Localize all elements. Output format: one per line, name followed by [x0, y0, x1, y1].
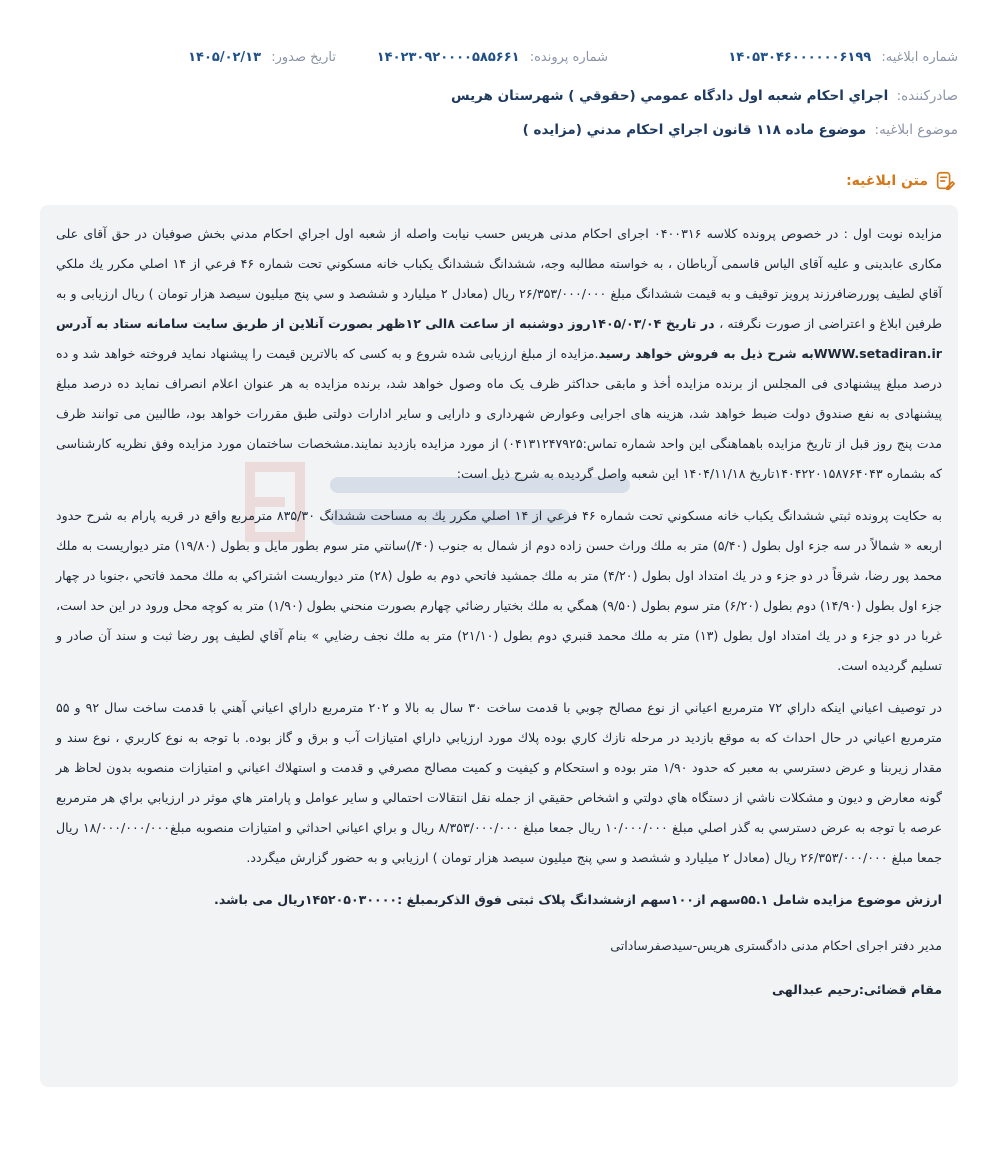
notice-paragraph-1 [56, 219, 942, 489]
subject-label: موضوع ابلاغیه: [874, 122, 958, 138]
issue-date-label: تاریخ صدور: [271, 50, 336, 65]
notice-number-label: شماره ابلاغیه: [881, 50, 958, 65]
paragraph-1-intro: مزايده نوبت اول : در خصوص پرونده كلاسه ۰۴۰۰۳۱۶ اجرای احکام مدنی هريس حسب نيابت واصله از شعبه اول اجراي احكام مدني بخش صوفيان در حق آقای علی مكاری عابدينی و عليه آقای الياس قاسمی آرباطان ، به خواسته مطالبه وجه، ششدانگ ششدانگ يكباب خانه مسكوني تحت شماره ۴۶ فرعي از ۱۴ اصلي مكرر يك ملكي آقاي لطيف پوررضافرزند پرويز توقيف و به قيمت ششدانگ مبلغ ۲۶/۳۵۳/۰۰۰/۰۰۰ ريال (معادل ۲ ميليارد و ششصد و سي پنج ميليون سيصد هزار تومان ) ريال ارزيابی و به طرفين ابلاغ و اعتراضی از صورت نگرفته ، [56, 226, 943, 331]
notice-paragraph-2: به حكايت پرونده ثبتي ششدانگ يكباب خانه مسكوني تحت شماره ۴۶ فرعي از ۱۴ اصلي مكرر يك به مساحت ششدانگ ۸۳۵/۳۰ مترمربع واقع در قريه پارام به شرح حدود اربعه « شمالاً در سه جزء اول بطول (۵/۴۰) متر به ملك وراث حسن زاده دوم از شمال به جنوب (۴۰/)سانتي متر سوم بطور مايل و بطول (۱۹/۸۰) متر ديواريست به ملك محمد پور رضا، شرقاً در دو جزء و در يك امتداد اول بطول (۴/۲۰) متر به ملك جمشيد فاتحي دوم به طول (۲۸) متر ديواريست اشتراكي به ملك محمد فاتحي ،جنوبا در چهار جزء اول بطول (۱۴/۹۰) دوم بطول (۶/۲۰) متر سوم بطول (۹/۵۰) همگي به ملك بختيار رضائي چهارم بصورت منحني بطول (۱/۹۰) متر به كوچه محل ورود در اين حد است، غربا در دو جزء و در يك امتداد اول بطول (۱۳) متر به ملك محمد قنبري دوم بطول (۲۱/۱۰) متر به ملك نجف رضايي » بنام آقاي لطيف پور رضا ثبت و سند آن صادر و تسليم گرديده است. [56, 508, 943, 673]
notice-meta-row [40, 50, 958, 74]
auction-date-highlight: در تاریخ ۱۴۰۵/۰۳/۰۴روز دوشنبه از ساعت ۸الی ۱۲ظهر بصورت آنلاین از طريق سايت سامانه ستاد به آدرس WWW.setadiran.irبه شرح ذيل به فروش خواهد رسيد [56, 316, 942, 361]
issuer-label: صادرکننده: [896, 88, 958, 104]
notice-text-title: متن ابلاغیه: [846, 173, 928, 189]
judicial-authority: مقام قضائی:رحيم عبدالهی [772, 982, 942, 997]
file-number-label: شماره پرونده: [529, 50, 608, 65]
notice-text-panel [40, 205, 958, 1087]
issue-date-value: ۱۴۰۵/۰۲/۱۳ [188, 50, 262, 65]
notice-number-value: ۱۴۰۵۳۰۴۶۰۰۰۰۰۰۶۱۹۹ [728, 50, 872, 65]
notice-number [728, 50, 958, 65]
notice-paragraph-3: در توصيف اعياني اينكه داراي ۷۲ مترمربع اعياني از نوع مصالح چوبي با قدمت ساخت ۳۰ سال به بالا و ۲۰۲ مترمربع داراي اعياني آهني با قدمت ساخت سال ۹۲ و ۵۵ مترمربع اعياني در حال احداث كه به موقع بازديد در مرحله نازك كاري بوده پلاك مورد ارزيابي داراي امتيازات آب و برق و گاز بوده. با توجه به نوع كاربري ، نوع سند و مقدار زيربنا و عرض دسترسي به معبر كه حدود ۱/۹۰ متر بوده و استحكام و كيفيت و كميت مصالح مصرفي و قدمت و استهلاك اعياني و امتيازات منصوبه بدون لحاظ هر گونه معارض و ديون و مشكلات ناشي از دستگاه هاي دولتي و اشخاص حقيقي از جمله نقل انتقالات احتمالي و ساير عوامل و پارامتر هاي موثر در ارزيابي براي هر مترمربع عرصه با توجه به عرض دسترسي به گذر اصلي مبلغ ۱۰/۰۰۰/۰۰۰ ريال جمعا مبلغ ۸/۳۵۳/۰۰۰/۰۰۰ ريال و براي اعياني احداثي و امتيازات منصوبه مبلغ۱۸/۰۰۰/۰۰۰/۰۰۰ ريال جمعا مبلغ ۲۶/۳۵۳/۰۰۰/۰۰۰ ريال (معادل ۲ ميليارد و ششصد و سي پنج ميليون سيصد هزار تومان ) ارزيابي و به حضور گزارش ميگردد. [56, 700, 943, 865]
issue-date [188, 50, 336, 65]
office-manager-signature: مدير دفتر اجرای احکام مدنی دادگستری هريس-سيدصفرساداتی [610, 938, 942, 953]
document-edit-icon [934, 170, 956, 192]
file-number [377, 50, 608, 65]
paragraph-1-terms: .مزايده از مبلغ ارزيابی شده شروع و به كسی كه بالاترين قيمت را پيشنهاد نمايد فروخته خواهد شد و ده درصد مبلغ پيشنهادی فی المجلس از برنده مزايده أخذ و مابقی حداكثر ظرف يک ماه وصول خواهد شد، برنده مزايده به هر عنوان اعلام انصراف نمايد ده درصد مبلغ پيشنهادی به نفع صندوق دولت ضبط خواهد شد، هزينه های اجرايی وعوارض شهرداری و دارايی و ساير ادارات دولتی طبق مقررات خواهد بود، طالبين می توانند ظرف مدت پنج روز قبل از تاريخ مزايده باهماهنگی اين واحد شماره تماس:۰۴۱۳۱۲۴۷۹۲۵) از مورد مزايده بازديد نمايند.مشخصات ساختمان مورد مزايده وفق نظريه كارشناسی كه بشماره ۱۴۰۴۲۲۰۱۵۸۷۶۴۰۴۳تاريخ ۱۴۰۴/۱۱/۱۸ اين شعبه واصل گرديده به شرح ذيل است: [56, 346, 942, 481]
notice-text-heading [846, 170, 956, 192]
issuer-line [451, 88, 958, 104]
file-number-value: ۱۴۰۲۳۰۹۲۰۰۰۰۵۸۵۶۶۱ [376, 50, 520, 65]
subject-line [523, 122, 958, 138]
subject-value: موضوع ماده ۱۱۸ قانون اجراي احكام مدني (مزايده ) [522, 122, 867, 138]
auction-value-line: ارزش موضوع مزايده شامل ۵۵.۱سهم از۱۰۰سهم ازششدانگ پلاک ثبتی فوق الذکربمبلغ :۱۴۵۲۰۵۰۳۰۰۰۰ريال می باشد. [214, 892, 942, 907]
issuer-value: اجراي احكام شعبه اول دادگاه عمومي (حقوقي ) شهرستان هريس [451, 88, 889, 104]
